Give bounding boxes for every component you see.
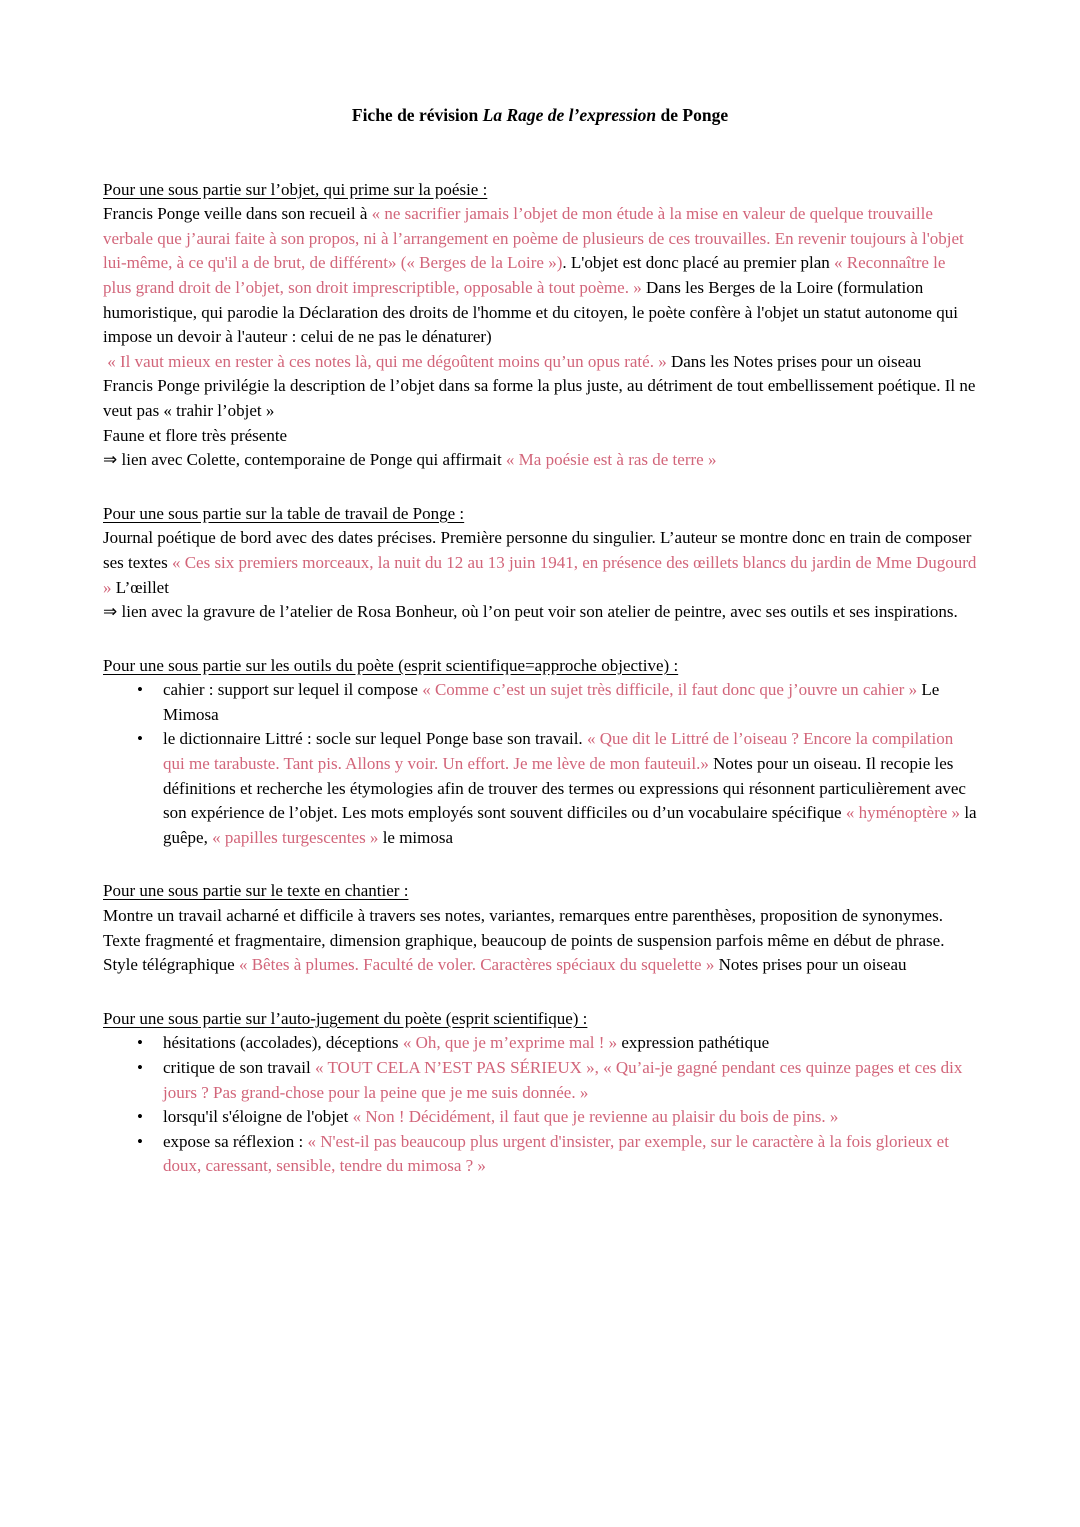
- revision-section: [103, 879, 977, 977]
- quote-text: « Que dit le Littré de l’oiseau ? Encore la compilation qui me tarabuste. Tant pis. Allons y voir. Un effort. Je me lève de mon fauteuil.»: [163, 729, 958, 774]
- quote-text: « Ma poésie est à ras de terre »: [505, 450, 717, 470]
- bullet-icon: •: [137, 1131, 143, 1151]
- quote-text: « ne sacrifier jamais l’objet de mon étude à la mise en valeur de quelque trouvaille verbale que j’aurai faite à son propos, ni à l’arrangement en poème de plusieurs de ces trouvailles. En revenir toujours à l'objet lui-même, à ce qu'il a de brut, de différent» (« Berges de la Loire »): [103, 204, 969, 273]
- bullet-item: [103, 1130, 977, 1179]
- bullet-list: [103, 678, 981, 850]
- bullet-item: [103, 727, 981, 850]
- section-heading: Pour une sous partie sur les outils du poète (esprit scientifique=approche objective) :: [103, 655, 679, 675]
- body-text: expression pathétique: [621, 1033, 770, 1053]
- bullet-icon: •: [137, 1058, 143, 1077]
- body-text: Notes pour un oiseau. Il recopie les définitions et recherche les étymologies afin de trouver des termes ou expressions qui résonnent particulièrement avec son expérience de l’objet. Les mots employés sont souvent difficiles ou d’un vocabulaire spécifique: [163, 754, 971, 823]
- body-text: la guêpe,: [163, 803, 981, 847]
- paragraph: [103, 202, 977, 350]
- paragraph: [103, 350, 977, 375]
- paragraph: [103, 953, 977, 978]
- body-text: . L'objet est donc placé au premier plan: [562, 253, 835, 273]
- body-text: Fiche de révision: [351, 105, 483, 125]
- revision-section: [103, 1007, 977, 1179]
- body-text: hésitations (accolades), déceptions: [163, 1033, 403, 1053]
- quote-text: « Ces six premiers morceaux, la nuit du 12 au 13 juin 1941, en présence des œillets blancs du jardin de Mme Dugourd »: [103, 552, 981, 597]
- body-text: Faune et flore très présente: [103, 425, 288, 445]
- bullet-icon: •: [137, 729, 143, 749]
- quote-text: « Il vaut mieux en rester à ces notes là, qui me dégoûtent moins qu’un opus raté. »: [103, 351, 671, 371]
- revision-section: [103, 502, 981, 625]
- quote-text: « Non ! Décidément, il faut que je revienne au plaisir du bois de pins. »: [352, 1107, 839, 1127]
- bullet-list: [103, 1031, 977, 1179]
- body-text: La Rage de l’expression: [482, 105, 657, 125]
- paragraph: [103, 424, 977, 449]
- body-text: L’œillet: [115, 577, 169, 597]
- quote-text: « N'est-il pas beaucoup plus urgent d'insister, par exemple, sur le caractère à la fois glorieux et doux, caressant, sensible, tendre du mimosa ? »: [163, 1131, 954, 1176]
- body-text: Notes prises pour un oiseau: [718, 955, 907, 975]
- body-text: de Ponge: [656, 105, 729, 125]
- revision-section: [103, 654, 981, 851]
- paragraph: [103, 600, 977, 625]
- quote-text: « papilles turgescentes »: [212, 827, 379, 847]
- bullet-item: [103, 678, 977, 727]
- body-text: ⇒ lien avec Colette, contemporaine de Ponge qui affirmait: [103, 450, 506, 470]
- quote-text: « Comme c’est un sujet très difficile, il faut donc que j’ouvre un cahier »: [422, 680, 922, 700]
- quote-text: « Oh, que je m’exprime mal ! »: [402, 1033, 622, 1053]
- body-text: Francis Ponge privilégie la description de l’objet dans sa forme la plus juste, au détriment de tout embellissement poétique. Il ne veut pas « trahir l’objet »: [103, 376, 980, 420]
- body-text: Le Mimosa: [163, 680, 944, 724]
- paragraph: [103, 374, 980, 423]
- document-body: [103, 178, 981, 1179]
- body-text: Francis Ponge veille dans son recueil à: [103, 204, 372, 224]
- body-text: critique de son travail: [163, 1058, 316, 1077]
- revision-section: [103, 178, 980, 473]
- paragraph: [103, 904, 977, 953]
- quote-text: « Reconnaître le plus grand droit de l’objet, son droit imprescriptible, opposable à tout poème. »: [103, 253, 950, 297]
- section-heading: Pour une sous partie sur l’auto-jugement du poète (esprit scientifique) :: [103, 1008, 588, 1028]
- body-text: Journal poétique de bord avec des dates précises. Première personne du singulier. L’auteur se montre donc en train de composer ses textes: [103, 528, 976, 572]
- body-text: le dictionnaire Littré : socle sur lequel Ponge base son travail.: [163, 729, 587, 749]
- quote-text: « Bêtes à plumes. Faculté de voler. Caractères spéciaux du squelette »: [238, 955, 719, 975]
- bullet-icon: •: [137, 1107, 143, 1127]
- body-text: Style télégraphique: [103, 955, 239, 975]
- body-text: cahier : support sur lequel il compose: [163, 680, 423, 700]
- bullet-item: [103, 1031, 977, 1056]
- body-text: Dans les Berges de la Loire (formulation humoristique, qui parodie la Déclaration des droits de l'homme et du citoyen, le poète confère à l'objet un statut autonome qui impose un devoir à l'auteur : celui de ne pas le dénaturer): [103, 277, 963, 347]
- body-text: lorsqu'il s'éloigne de l'objet: [163, 1107, 353, 1127]
- quote-text: « TOUT CELA N’EST PAS SÉRIEUX », « Qu’ai-je gagné pendant ces quinze pages et ces dix jours ? Pas grand-chose pour la peine que je me suis donnée. »: [163, 1058, 967, 1102]
- bullet-icon: •: [137, 1033, 143, 1053]
- paragraph: [103, 448, 977, 473]
- bullet-item: [103, 1056, 977, 1105]
- section-heading: Pour une sous partie sur la table de travail de Ponge :: [103, 503, 465, 523]
- bullet-item: [103, 1105, 977, 1130]
- body-text: Dans les Notes prises pour un oiseau: [670, 351, 922, 371]
- page-title: [103, 103, 977, 128]
- bullet-icon: •: [137, 680, 143, 700]
- body-text: le mimosa: [378, 827, 454, 847]
- quote-text: « hyménoptère »: [845, 803, 961, 823]
- body-text: Montre un travail acharné et difficile à travers ses notes, variantes, remarques entre parenthèses, proposition de synonymes. Texte fragmenté et fragmentaire, dimension graphique, beaucoup de points de suspension parfois même en début de phrase.: [103, 906, 947, 950]
- section-heading: Pour une sous partie sur le texte en chantier :: [103, 881, 409, 901]
- section-heading: Pour une sous partie sur l’objet, qui prime sur la poésie :: [103, 179, 488, 199]
- body-text: ⇒ lien avec la gravure de l’atelier de Rosa Bonheur, où l’on peut voir son atelier de peintre, avec ses outils et ses inspirations.: [103, 602, 958, 622]
- body-text: expose sa réflexion :: [163, 1131, 308, 1151]
- paragraph: [103, 526, 981, 600]
